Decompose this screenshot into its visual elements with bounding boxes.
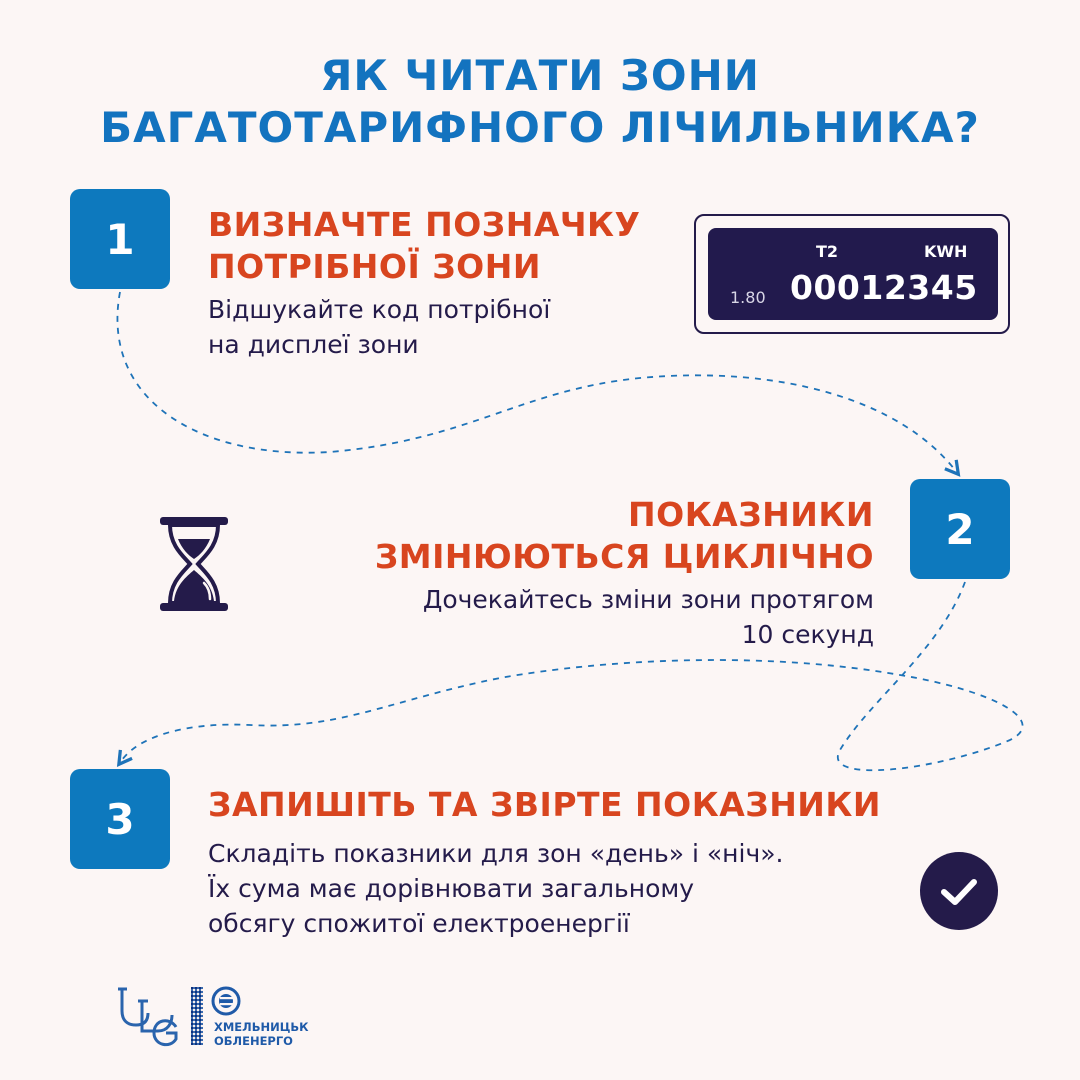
step-2-description-line-2: 10 секунд bbox=[741, 620, 874, 649]
step-3-description bbox=[208, 836, 783, 941]
step-1-badge: 1 bbox=[70, 189, 170, 289]
step-2-description-line-1: Дочекайтесь зміни зони протягом bbox=[422, 585, 874, 614]
logo-divider bbox=[191, 987, 203, 1045]
step-1-heading-line-2: ПОТРІБНОЇ ЗОНИ bbox=[208, 247, 541, 286]
step-3-badge: 3 bbox=[70, 769, 170, 869]
step-2-heading-line-1: ПОКАЗНИКИ bbox=[628, 495, 874, 534]
step-1-heading bbox=[208, 204, 640, 288]
step-3-heading bbox=[208, 784, 881, 826]
meter-obis-code: 1.80 bbox=[730, 288, 766, 307]
khmelnytskoblenergo-logo-icon bbox=[211, 986, 241, 1016]
step-2-badge: 2 bbox=[910, 479, 1010, 579]
meter-display bbox=[694, 214, 1010, 334]
meter-reading-value: 00012345 bbox=[790, 268, 978, 307]
step-1-description bbox=[208, 292, 550, 362]
meter-screen bbox=[708, 228, 998, 320]
step-2-heading bbox=[375, 494, 874, 578]
step-1-description-line-1: Відшукайте код потрібної bbox=[208, 295, 551, 324]
title-line-1: ЯК ЧИТАТИ ЗОНИ bbox=[320, 51, 760, 100]
udg-logo bbox=[118, 987, 182, 1049]
step-1-description-line-2: на дисплеї зони bbox=[208, 330, 419, 359]
step-3-description-line-1: Складіть показники для зон «день» і «ніч». bbox=[208, 839, 784, 868]
meter-unit-label: KWH bbox=[924, 242, 968, 261]
step-3-description-line-2: Їх сума має дорівнювати загальному bbox=[208, 874, 695, 903]
meter-zone-label: T2 bbox=[816, 242, 839, 261]
checkmark-icon bbox=[920, 852, 998, 930]
title-line-2: БАГАТОТАРИФНОГО ЛІЧИЛЬНИКА? bbox=[100, 103, 980, 152]
check-circle-icon bbox=[920, 852, 998, 930]
step-3-description-line-3: обсягу спожитої електроенергії bbox=[208, 909, 630, 938]
step-1-heading-line-1: ВИЗНАЧТЕ ПОЗНАЧКУ bbox=[208, 205, 641, 244]
step-3-heading-line-1: ЗАПИШІТЬ ТА ЗВІРТЕ ПОКАЗНИКИ bbox=[208, 785, 882, 824]
step-2-heading-line-2: ЗМІНЮЮТЬСЯ ЦИКЛІЧНО bbox=[374, 537, 874, 576]
hourglass-icon bbox=[158, 515, 230, 613]
step-2-description bbox=[423, 582, 874, 652]
khmelnytskoblenergo-logo-text bbox=[214, 1020, 309, 1048]
logo-text-line-1: ХМЕЛЬНИЦЬК bbox=[214, 1020, 309, 1034]
logo-text-line-2: ОБЛЕНЕРГО bbox=[214, 1034, 293, 1048]
